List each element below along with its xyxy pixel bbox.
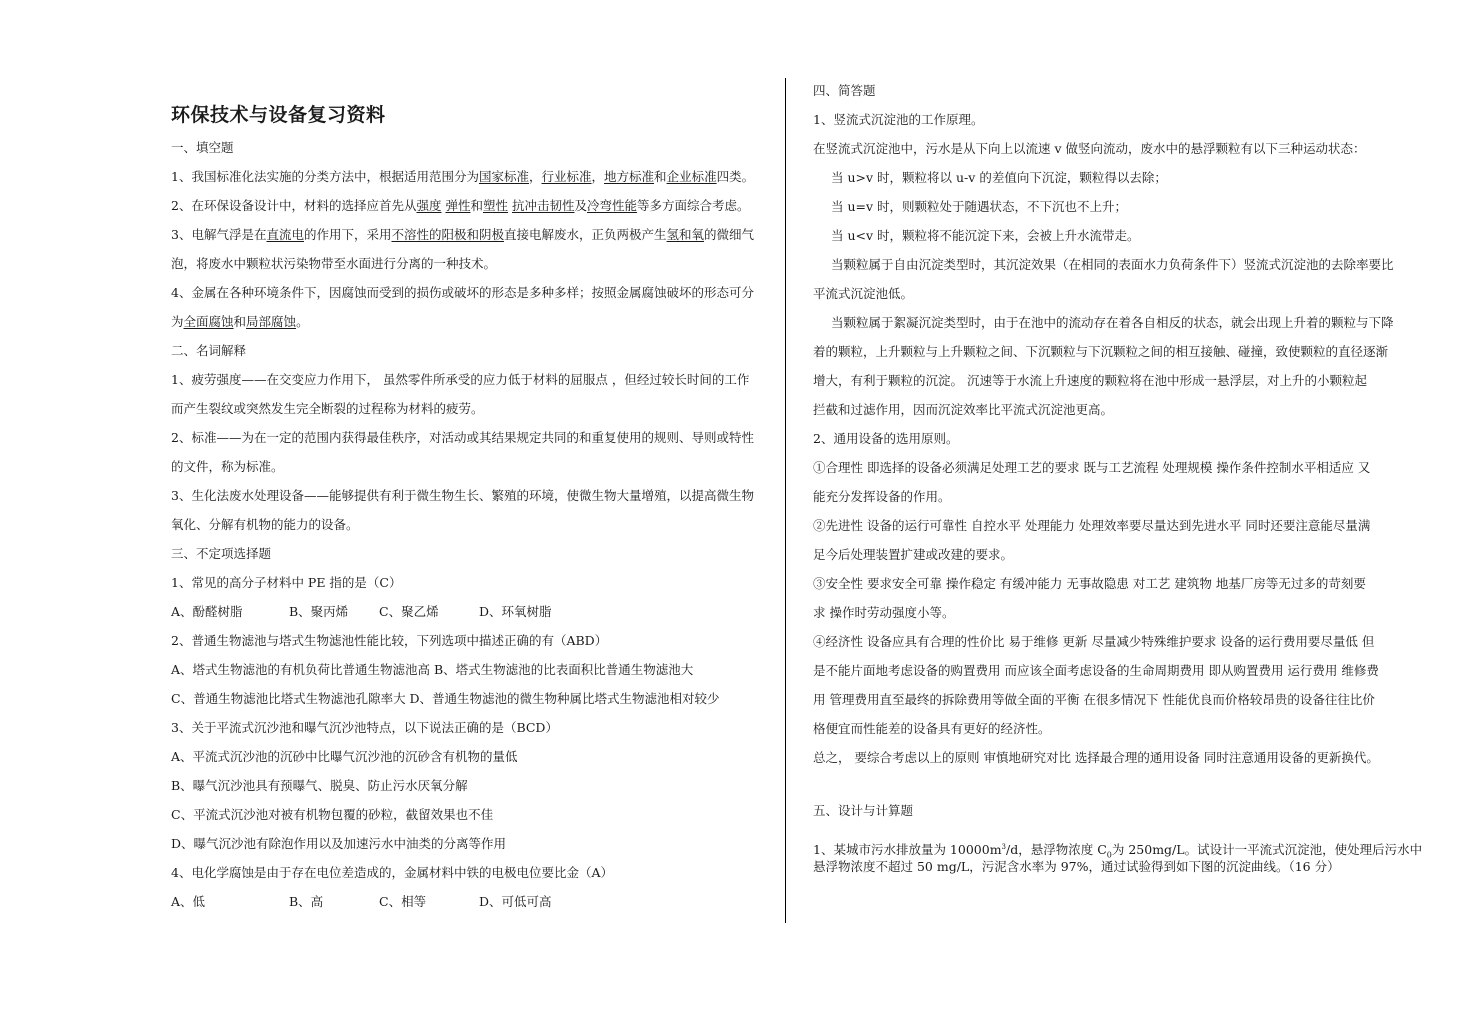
fill-question-1: 1、我国标准化法实施的分类方法中，根据适用范围分为国家标准，行业标准，地方标准和企业标准四类。 (171, 169, 755, 184)
short-1-para-3-cont: 增大，有利于颗粒的沉淀。 沉速等于水流上升速度的颗粒将在池中形成一悬浮层，对上升的小颗粒起 (813, 373, 1367, 388)
fill-question-4-cont: 为全面腐蚀和局部腐蚀。 (171, 314, 309, 329)
short-1-para-2-cont: 平流式沉淀池低。 (813, 286, 914, 301)
principle-rationality: ①合理性 即选择的设备必须满足处理工艺的要求 既与工艺流程 处理规模 操作条件控制水平相适应 又 (813, 460, 1371, 475)
short-question-2: 2、通用设备的选用原则。 (813, 431, 959, 446)
principle-advanced: ②先进性 设备的运行可靠性 自控水平 处理能力 处理效率要尽量达到先进水平 同时还要注意能尽量满 (813, 518, 1371, 533)
choice-3-option-a: A、平流式沉沙池的沉砂中比曝气沉沙池的沉砂含有机物的量低 (171, 749, 518, 764)
section-short-answer: 四、简答题 (813, 83, 876, 98)
option: C、聚乙烯 (379, 604, 439, 619)
short-1-para-3: 当颗粒属于絮凝沉淀类型时，由于在池中的流动存在着各自相反的状态，就会出现上升着的颗粒与下降 (831, 315, 1394, 330)
option: A、低 (171, 894, 206, 909)
option: D、可低可高 (479, 894, 552, 909)
fill-question-2: 2、在环保设备设计中，材料的选择应首先从强度 弹性和塑性 抗冲击韧性及冷弯性能等多方面综合考虑。 (171, 198, 750, 213)
definition-1: 1、疲劳强度——在交变应力作用下， 虽然零件所承受的应力低于材料的屈服点 ，但经过较长时间的工作 (171, 372, 750, 387)
choice-1-options (171, 603, 552, 621)
principle-economy-cont: 用 管理费用直至最终的拆除费用等做全面的平衡 在很多情况下 性能优良而价格较昂贵的设备往往比价 (813, 692, 1375, 707)
option: B、聚丙烯 (289, 604, 349, 619)
short-1-para-2: 当颗粒属于自由沉淀类型时，其沉淀效果（在相同的表面水力负荷条件下）竖流式沉淀池的去除率要比 (831, 257, 1394, 272)
principle-economy-cont: 是不能片面地考虑设备的购置费用 而应该全面考虑设备的生命周期费用 即从购置费用 运行费用 维修费 (813, 663, 1379, 678)
principle-economy-cont: 格便宜而性能差的设备具有更好的经济性。 (813, 721, 1051, 736)
choice-2-options-ab: A、塔式生物滤池的有机负荷比普通生物滤池高 B、塔式生物滤池的比表面积比普通生物滤池大 (171, 662, 694, 677)
option: D、环氧树脂 (479, 604, 552, 619)
fill-question-4: 4、金属在各种环境条件下，因腐蚀而受到的损伤或破坏的形态是多种多样；按照金属腐蚀破坏的形态可分 (171, 285, 754, 300)
fill-question-3-cont: 泡，将废水中颗粒状污染物带至水面进行分离的一种技术。 (171, 256, 497, 271)
column-divider (785, 78, 786, 923)
definition-2-cont: 的文件，称为标准。 (171, 459, 284, 474)
short-1-case-3: 当 u<v 时，颗粒将不能沉淀下来，会被上升水流带走。 (831, 228, 1140, 243)
principle-economy: ④经济性 设备应具有合理的性价比 易于维修 更新 尽量减少特殊维护要求 设备的运行费用要尽量低 但 (813, 634, 1375, 649)
short-1-case-1: 当 u>v 时，颗粒将以 u-v 的差值向下沉淀，颗粒得以去除； (831, 170, 1167, 185)
choice-3-option-b: B、曝气沉沙池具有预曝气、脱臭、防止污水厌氧分解 (171, 778, 468, 793)
definition-3: 3、生化法废水处理设备——能够提供有利于微生物生长、繁殖的环境，使微生物大量增殖，以提高微生物 (171, 488, 754, 503)
choice-3-option-c: C、平流式沉沙池对被有机物包覆的砂粒，截留效果也不佳 (171, 807, 494, 822)
document-title: 环保技术与设备复习资料 (171, 104, 386, 126)
section-fill-blank: 一、填空题 (171, 140, 234, 155)
short-question-1: 1、竖流式沉淀池的工作原理。 (813, 112, 984, 127)
definition-2: 2、标准——为在一定的范围内获得最佳秩序，对活动或其结果规定共同的和重复使用的规则、导则或特性 (171, 430, 754, 445)
choice-question-1: 1、常见的高分子材料中 PE 指的是（C） (171, 575, 402, 590)
principle-rationality-cont: 能充分发挥设备的作用。 (813, 489, 951, 504)
principle-safety: ③安全性 要求安全可靠 操作稳定 有缓冲能力 无事故隐患 对工艺 建筑物 地基厂房等无过多的苛刻要 (813, 576, 1366, 591)
choice-question-4: 4、电化学腐蚀是由于存在电位差造成的，金属材料中铁的电极电位要比金（A） (171, 865, 613, 880)
option: B、高 (289, 894, 324, 909)
design-problem-1: 1、某城市污水排放量为 $10000m^3/d$，悬浮物浓度 $C_0$为 250mg/L。试设计一平流式沉淀池，使处理后污水中 (813, 842, 1423, 860)
short-1-para-3-cont: 着的颗粒，上升颗粒与上升颗粒之间、下沉颗粒与下沉颗粒之间的相互接触、碰撞，致使颗粒的直径逐渐 (813, 344, 1389, 359)
section-multiple-choice: 三、不定项选择题 (171, 546, 272, 561)
short-1-para-3-cont: 拦截和过滤作用，因而沉淀效率比平流式沉淀池更高。 (813, 402, 1114, 417)
design-problem-1-cont: 悬浮物浓度不超过 50 mg/L，污泥含水率为 97%，通过试验得到如下图的沉淀曲线。（16 分） (813, 859, 1340, 874)
definition-3-cont: 氧化、分解有机物的能力的设备。 (171, 517, 359, 532)
section-definitions: 二、名词解释 (171, 343, 247, 358)
choice-4-options (171, 893, 552, 911)
choice-2-options-cd: C、普通生物滤池比塔式生物滤池孔隙率大 D、普通生物滤池的微生物种属比塔式生物滤池相对较少 (171, 691, 720, 706)
section-design-calc: 五、设计与计算题 (813, 803, 914, 818)
principle-safety-cont: 求 操作时劳动强度小等。 (813, 605, 955, 620)
principle-advanced-cont: 足今后处理装置扩建或改建的要求。 (813, 547, 1014, 562)
fill-question-3: 3、电解气浮是在直流电的作用下，采用不溶性的阳极和阴极直接电解废水，正负两极产生氢和氧的微细气 (171, 227, 755, 242)
choice-question-3: 3、关于平流式沉沙池和曝气沉沙池特点，以下说法正确的是（BCD） (171, 720, 558, 735)
short-1-case-2: 当 u=v 时，则颗粒处于随遇状态，不下沉也不上升； (831, 199, 1128, 214)
option: A、酚醛树脂 (171, 604, 243, 619)
summary: 总之， 要综合考虑以上的原则 审慎地研究对比 选择最合理的通用设备 同时注意通用设备的更新换代。 (813, 750, 1379, 765)
option: C、相等 (379, 894, 427, 909)
definition-1-cont: 而产生裂纹或突然发生完全断裂的过程称为材料的疲劳。 (171, 401, 484, 416)
choice-question-2: 2、普通生物滤池与塔式生物滤池性能比较，下列选项中描述正确的有（ABD） (171, 633, 608, 648)
short-1-para-1: 在竖流式沉淀池中，污水是从下向上以流速 v 做竖向流动，废水中的悬浮颗粒有以下三种运动状态： (813, 141, 1366, 156)
choice-3-option-d: D、曝气沉沙池有除泡作用以及加速污水中油类的分离等作用 (171, 836, 507, 851)
